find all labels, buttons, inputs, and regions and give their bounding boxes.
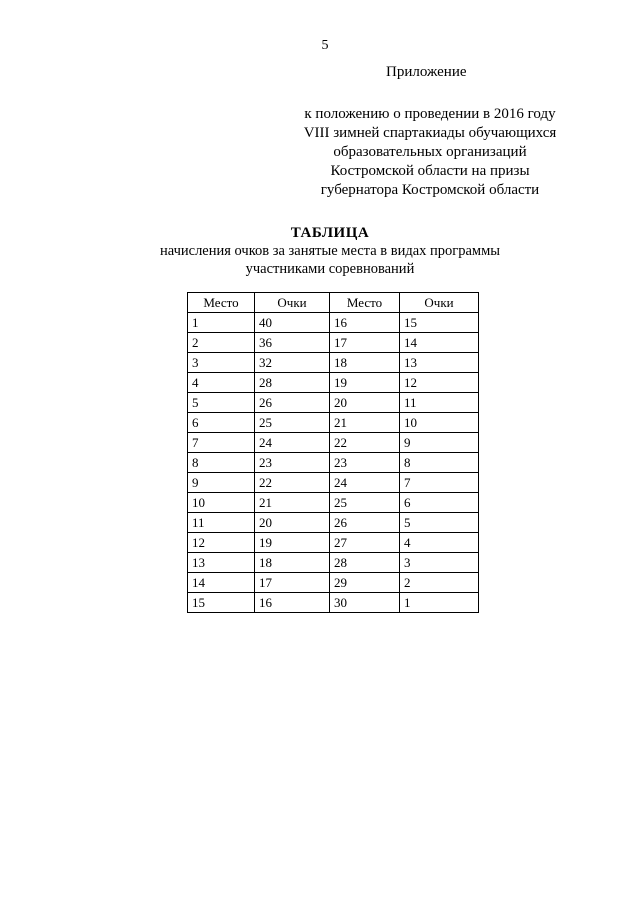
place-cell: 21 [330,413,400,433]
column-header-place: Место [330,293,400,313]
table-row [188,493,479,513]
table-subtitle-line: участниками соревнований [245,261,415,277]
table-row [188,413,479,433]
place-cell: 16 [330,313,400,333]
place-cell: 28 [330,553,400,573]
place-cell: 10 [188,493,255,513]
table-row [188,393,479,413]
table-row [188,573,479,593]
place-cell: 20 [330,393,400,413]
place-cell: 7 [188,433,255,453]
points-cell: 28 [255,373,330,393]
points-cell: 40 [255,313,330,333]
place-cell: 17 [330,333,400,353]
table-row [188,593,479,613]
table-row [188,353,479,373]
points-cell: 6 [400,493,479,513]
points-cell: 17 [255,573,330,593]
table-row [188,333,479,353]
points-cell: 26 [255,393,330,413]
place-cell: 12 [188,533,255,553]
table-header-row [188,293,479,313]
points-cell: 11 [400,393,479,413]
place-cell: 9 [188,473,255,493]
points-cell: 7 [400,473,479,493]
points-cell: 1 [400,593,479,613]
place-cell: 29 [330,573,400,593]
appendix-line: образовательных организаций [333,144,527,160]
points-cell: 19 [255,533,330,553]
place-cell: 2 [188,333,255,353]
place-cell: 19 [330,373,400,393]
points-cell: 2 [400,573,479,593]
place-cell: 14 [188,573,255,593]
place-cell: 3 [188,353,255,373]
table-row [188,553,479,573]
place-cell: 22 [330,433,400,453]
place-cell: 25 [330,493,400,513]
table-subtitle [100,242,560,278]
table-row [188,533,479,553]
place-cell: 18 [330,353,400,373]
table-row [188,373,479,393]
points-cell: 15 [400,313,479,333]
points-cell: 3 [400,553,479,573]
points-cell: 4 [400,533,479,553]
place-cell: 30 [330,593,400,613]
points-cell: 22 [255,473,330,493]
points-cell: 10 [400,413,479,433]
points-cell: 5 [400,513,479,533]
table-subtitle-line: начисления очков за занятые места в видах программы [159,243,501,259]
points-cell: 25 [255,413,330,433]
table-body [188,313,479,613]
points-table [187,292,479,613]
appendix-line: губернатора Костромской области [320,182,540,198]
points-cell: 12 [400,373,479,393]
points-cell: 21 [255,493,330,513]
points-cell: 20 [255,513,330,533]
table-row [188,473,479,493]
place-cell: 13 [188,553,255,573]
points-cell: 8 [400,453,479,473]
appendix-title: Приложение [386,64,467,80]
place-cell: 11 [188,513,255,533]
place-cell: 24 [330,473,400,493]
column-header-points: Очки [255,293,330,313]
table-row [188,453,479,473]
table-row [188,433,479,453]
points-cell: 9 [400,433,479,453]
points-cell: 23 [255,453,330,473]
points-cell: 18 [255,553,330,573]
place-cell: 4 [188,373,255,393]
points-cell: 24 [255,433,330,453]
column-header-place: Место [188,293,255,313]
appendix-line: к положению о проведении в 2016 году [304,106,556,122]
points-cell: 13 [400,353,479,373]
points-cell: 32 [255,353,330,373]
table-heading: ТАБЛИЦА [290,225,370,241]
place-cell: 5 [188,393,255,413]
place-cell: 26 [330,513,400,533]
table-row [188,313,479,333]
points-cell: 36 [255,333,330,353]
points-cell: 14 [400,333,479,353]
appendix-line: VIII зимней спартакиады обучающихся [303,125,557,141]
place-cell: 6 [188,413,255,433]
place-cell: 27 [330,533,400,553]
place-cell: 1 [188,313,255,333]
points-cell: 16 [255,593,330,613]
appendix-description [295,105,565,200]
column-header-points: Очки [400,293,479,313]
appendix-line: Костромской области на призы [330,163,530,179]
table-row [188,513,479,533]
place-cell: 15 [188,593,255,613]
place-cell: 8 [188,453,255,473]
page-number: 5 [321,38,329,53]
place-cell: 23 [330,453,400,473]
